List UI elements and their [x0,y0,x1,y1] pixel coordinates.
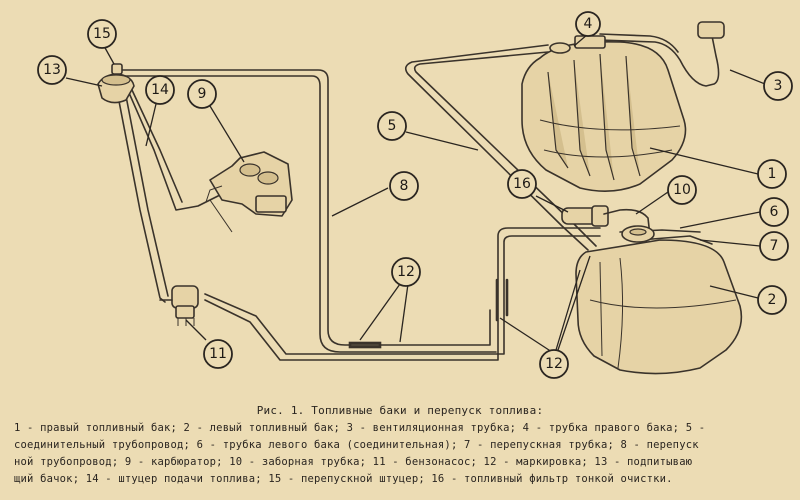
caption-legend [14,420,800,488]
leader-12b-1 [500,318,552,352]
svg-text:12: 12 [545,356,563,372]
left-fuel-tank [576,240,741,374]
callout-16 [508,170,536,198]
feed-tank [98,74,134,103]
caption-line: ной трубопровод; 9 - карбюратор; 10 - заборная трубка; 11 - бензонасос; 12 - маркировка; 13 - подпитываю [14,456,693,468]
leader-6 [680,212,760,228]
carb-wire [210,200,232,232]
callout-7 [760,232,788,260]
svg-text:10: 10 [673,182,691,198]
fuel-pump [160,286,198,326]
callout-13 [38,56,66,84]
caption-line: соединительный трубопровод; 6 - трубка левого бака (соединительная); 7 - перепускная трубка; 8 - перепуск [14,439,699,451]
caption-line: 1 - правый топливный бак; 2 - левый топливный бак; 3 - вентиляционная трубка; 4 - трубка правого бака; 5 - [14,422,706,434]
right-fuel-tank [522,36,686,191]
leader-12b-2 [556,270,580,350]
svg-text:14: 14 [151,82,169,98]
intake-tube [604,210,654,242]
svg-text:4: 4 [583,16,593,32]
callout-5 [378,112,406,140]
svg-text:13: 13 [43,62,61,78]
callout-12b [540,350,568,378]
callout-1 [758,160,786,188]
callout-9 [188,80,216,108]
vent-cap [698,22,724,38]
figure-caption [0,402,800,488]
carburetor [206,152,292,216]
feed-hose [118,96,165,302]
pump-outlet-line [205,228,600,360]
callout-2 [758,286,786,314]
svg-text:5: 5 [387,118,397,134]
svg-text:8: 8 [399,178,409,194]
leader-11 [186,320,206,340]
callout-12a [392,258,420,286]
carb-feed-line-2 [132,90,182,202]
leader-5 [406,132,478,150]
caption-line: щий бачок; 14 - штуцер подачи топлива; 15 - перепускной штуцер; 16 - топливный фильтр тонкой очистки. [14,473,673,485]
leader-15 [104,46,114,64]
svg-text:2: 2 [767,292,777,308]
pump-outlet-line-2 [205,236,600,354]
callout-6 [760,198,788,226]
svg-text:1: 1 [767,166,777,182]
callout-10 [668,176,696,204]
svg-text:11: 11 [209,346,227,362]
leader-8 [332,188,388,216]
callout-3 [764,72,792,100]
leader-10 [636,192,668,214]
svg-text:7: 7 [769,238,779,254]
leader-12a-2 [400,284,408,342]
svg-text:16: 16 [513,176,531,192]
callout-11 [204,340,232,368]
return-fitting [112,64,122,74]
leader-9 [210,106,244,162]
return-pipeline-inner [118,76,496,352]
callout-4 [576,12,600,36]
right-tank-tube-fitting [550,43,570,53]
feed-hose-2 [126,96,168,296]
caption-title: Рис. 1. Топливные баки и перепуск топлива: [256,404,544,417]
leader-13 [66,78,102,86]
svg-text:6: 6 [769,204,779,220]
callout-8 [390,172,418,200]
svg-text:9: 9 [197,86,207,102]
svg-text:12: 12 [397,264,415,280]
fuel-filter [562,206,608,226]
svg-text:15: 15 [93,26,111,42]
callout-14 [146,76,174,104]
svg-text:3: 3 [773,78,783,94]
leader-12a-1 [360,284,400,340]
callout-15 [88,20,116,48]
